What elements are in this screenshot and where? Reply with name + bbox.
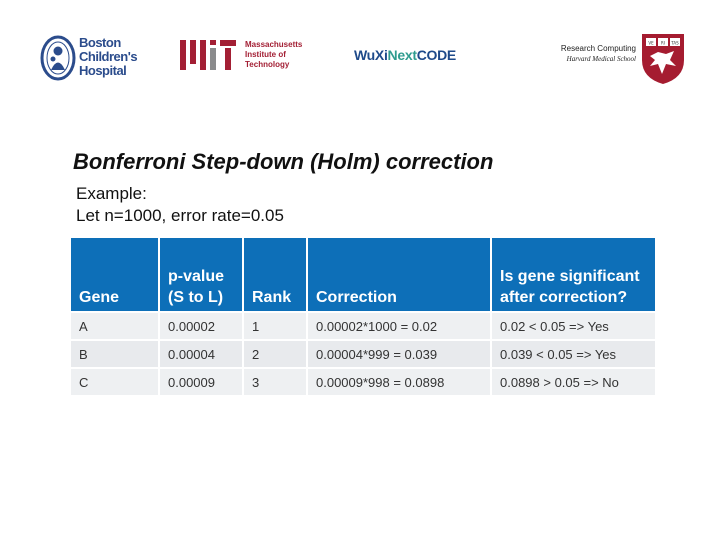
- research-computing-text: Research Computing: [560, 44, 636, 53]
- boston-childrens-seal-icon: [40, 35, 76, 81]
- cell-significance: 0.0898 > 0.05 => No: [491, 368, 655, 395]
- mit-line-2: Institute of: [245, 50, 286, 59]
- header-rank: Rank: [243, 238, 307, 312]
- cell-gene: C: [71, 368, 159, 395]
- harvard-shield-icon: [640, 32, 686, 86]
- cell-rank: 1: [243, 312, 307, 340]
- cell-significance: 0.02 < 0.05 => Yes: [491, 312, 655, 340]
- wuxi-part-2: Next: [387, 47, 417, 63]
- table-row: [71, 368, 655, 395]
- mit-logo: [180, 38, 320, 78]
- example-label: Example:: [76, 184, 147, 203]
- cell-p-value: 0.00002: [159, 312, 243, 340]
- mit-mark-icon: [180, 40, 236, 70]
- cell-rank: 3: [243, 368, 307, 395]
- cell-correction: 0.00002*1000 = 0.02: [307, 312, 491, 340]
- header-p-value: p-value (S to L): [159, 238, 243, 312]
- mit-wordmark: [245, 40, 325, 70]
- shield-text-2: RI: [661, 40, 665, 46]
- bch-line-2: Children's: [79, 49, 138, 64]
- bch-line-3: Hospital: [79, 63, 127, 78]
- header-correction: Correction: [307, 238, 491, 312]
- example-text: [76, 183, 476, 227]
- holm-correction-table: [71, 238, 655, 395]
- wuxi-nextcode-logo: [354, 47, 474, 67]
- bch-line-1: Boston: [79, 35, 121, 50]
- cell-correction: 0.00009*998 = 0.0898: [307, 368, 491, 395]
- wuxi-part-3: CODE: [416, 47, 456, 63]
- example-parameters: Let n=1000, error rate=0.05: [76, 206, 284, 225]
- cell-significance: 0.039 < 0.05 => Yes: [491, 340, 655, 368]
- mit-line-3: Technology: [245, 60, 290, 69]
- research-computing-label: [530, 44, 636, 63]
- harvard-medical-school-text: Harvard Medical School: [566, 55, 636, 63]
- cell-correction: 0.00004*999 = 0.039: [307, 340, 491, 368]
- boston-childrens-logo: [40, 35, 150, 83]
- shield-text-3: TAS: [671, 40, 679, 46]
- cell-p-value: 0.00004: [159, 340, 243, 368]
- header-gene: Gene: [71, 238, 159, 312]
- cell-gene: B: [71, 340, 159, 368]
- table-row: [71, 340, 655, 368]
- cell-rank: 2: [243, 340, 307, 368]
- table-row: [71, 312, 655, 340]
- boston-childrens-wordmark: [79, 36, 151, 78]
- cell-gene: A: [71, 312, 159, 340]
- cell-p-value: 0.00009: [159, 368, 243, 395]
- table-header-row: [71, 238, 655, 312]
- mit-line-1: Massachusetts: [245, 40, 303, 49]
- header-significance: Is gene significant after correction?: [491, 238, 655, 312]
- shield-text-1: VE: [648, 40, 654, 46]
- logo-bar: [0, 30, 720, 90]
- page-title: Bonferroni Step-down (Holm) correction: [73, 149, 494, 174]
- wuxi-part-1: WuXi: [354, 47, 388, 63]
